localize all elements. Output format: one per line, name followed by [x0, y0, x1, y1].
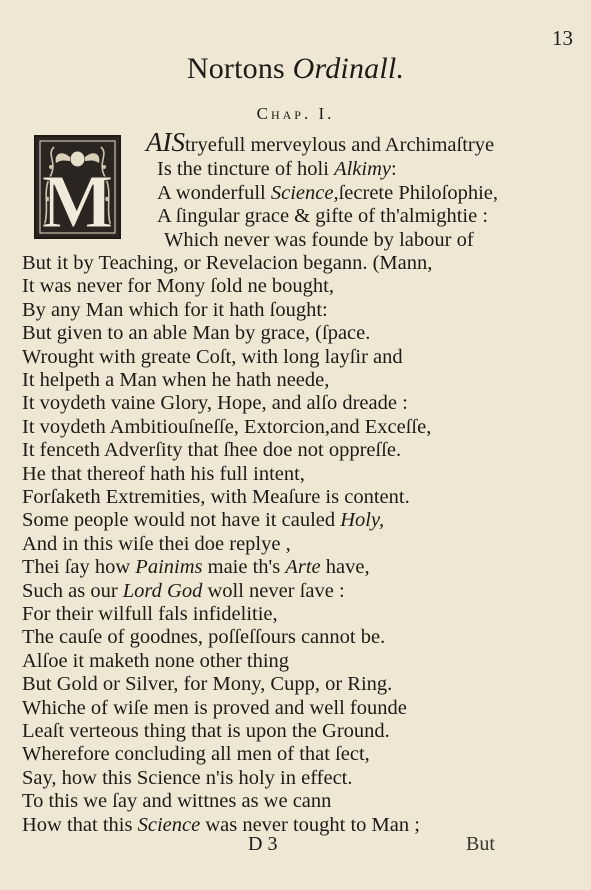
text-line	[164, 228, 474, 252]
text-segment: Arte	[285, 556, 321, 579]
text-segment: AIS	[146, 127, 185, 157]
text-segment: The cauſe of goodnes, poſſeſſours cannot be.	[22, 626, 386, 649]
text-segment: tryefull merveylous and Archimaſtrye	[184, 134, 495, 156]
running-title	[0, 52, 591, 86]
text-segment: woll never ſave :	[202, 579, 345, 602]
text-segment: To this we ſay and wittnes as we cann	[22, 790, 332, 813]
text-segment: Lord God	[122, 579, 203, 602]
text-segment: But it by Teaching, or Revelacion begann. (Mann,	[22, 252, 433, 274]
running-title-main: Nortons	[186, 52, 293, 85]
running-title-italic: Ordinall.	[292, 52, 405, 85]
text-segment: Painims	[135, 556, 203, 579]
signature-mark: D 3	[248, 833, 278, 855]
page-number: 13	[552, 26, 573, 50]
text-segment: Alſoe it maketh none other thing	[22, 649, 290, 672]
text-segment: Science	[137, 813, 201, 836]
text-segment: It fenceth Adverſity that ſhee doe not oppreſſe.	[22, 439, 402, 462]
decorated-initial-M	[34, 135, 121, 239]
text-line	[22, 766, 353, 790]
text-segment: Science,	[270, 181, 339, 204]
text-line	[22, 789, 331, 813]
text-segment: It helpeth a Man when he hath neede,	[22, 369, 330, 391]
text-segment: was never tought to Man ;	[200, 813, 420, 836]
text-segment: Wrought with greate Coſt, with long layſir and	[22, 345, 403, 368]
text-line	[22, 742, 370, 766]
text-line	[22, 251, 432, 275]
text-line	[22, 438, 401, 462]
text-line	[157, 157, 397, 181]
text-segment: Which never was founde by labour of	[164, 228, 474, 251]
text-segment: Wherefore concluding all men of that ſect,	[22, 743, 370, 766]
text-line	[22, 719, 390, 743]
text-segment: Some people would not have it cauled	[22, 509, 341, 532]
text-segment: It was never for Mony ſold ne bought,	[22, 275, 334, 298]
text-line	[22, 625, 385, 649]
text-segment: It voydeth vaine Glory, Hope, and alſo dreade :	[22, 392, 408, 415]
text-segment: And in this wiſe thei doe replye ,	[22, 532, 291, 555]
text-line	[22, 298, 328, 322]
text-segment: Is the tincture of holi	[157, 158, 335, 181]
text-segment: Forſaketh Extremities, with Meaſure is content.	[22, 486, 410, 508]
text-line	[22, 813, 420, 837]
text-segment: For their wilfull fals infidelitie,	[22, 603, 278, 625]
text-line	[22, 321, 370, 345]
text-segment: have,	[320, 556, 370, 579]
text-line	[22, 672, 392, 696]
text-segment: But Gold or Silver, for Mony, Cupp, or Ring.	[22, 673, 393, 696]
text-segment: ſecrete Philoſophie,	[338, 181, 498, 204]
text-segment: A ſingular grace & gifte of th'almightie :	[157, 205, 489, 228]
text-segment: :	[390, 158, 397, 181]
text-segment: It voydeth Ambitiouſneſſe, Extorcion,and Exceſſe,	[22, 415, 432, 438]
text-line	[22, 602, 278, 626]
chapter-heading: Chap. I.	[256, 104, 335, 123]
text-line	[22, 649, 289, 673]
text-line	[22, 345, 403, 369]
text-line	[146, 127, 495, 157]
text-segment: But given to an able Man by grace, (ſpace.	[22, 322, 371, 345]
text-line	[22, 368, 329, 392]
text-segment: Alkimy	[334, 158, 391, 181]
text-line	[22, 415, 431, 439]
text-segment: Thei ſay how	[22, 556, 136, 579]
text-line	[22, 391, 408, 415]
text-line	[22, 274, 334, 298]
text-line	[22, 508, 384, 532]
text-line	[157, 204, 488, 228]
text-segment: Holy,	[340, 509, 385, 532]
text-segment: A wonderfull	[157, 181, 271, 204]
text-segment: Leaſt verteous thing that is upon the Ground.	[22, 720, 390, 742]
text-segment: Such as our	[22, 579, 123, 602]
text-line	[22, 532, 291, 556]
drop-cap-letter: M	[41, 160, 114, 237]
text-line	[22, 485, 410, 509]
text-segment: maie th's	[202, 556, 286, 579]
text-line	[22, 579, 345, 603]
text-segment: How that this	[22, 813, 138, 836]
text-segment: He that thereof hath his full intent,	[22, 462, 305, 485]
text-line	[22, 696, 407, 720]
catchword: But	[466, 833, 495, 855]
text-line	[157, 181, 498, 205]
text-line	[22, 555, 370, 579]
text-segment: Say, how this Science n'is holy in effect.	[22, 766, 353, 789]
text-segment: By any Man which for it hath ſought:	[22, 298, 328, 321]
text-line	[22, 462, 305, 486]
text-segment: Whiche of wiſe men is proved and well founde	[22, 696, 407, 719]
